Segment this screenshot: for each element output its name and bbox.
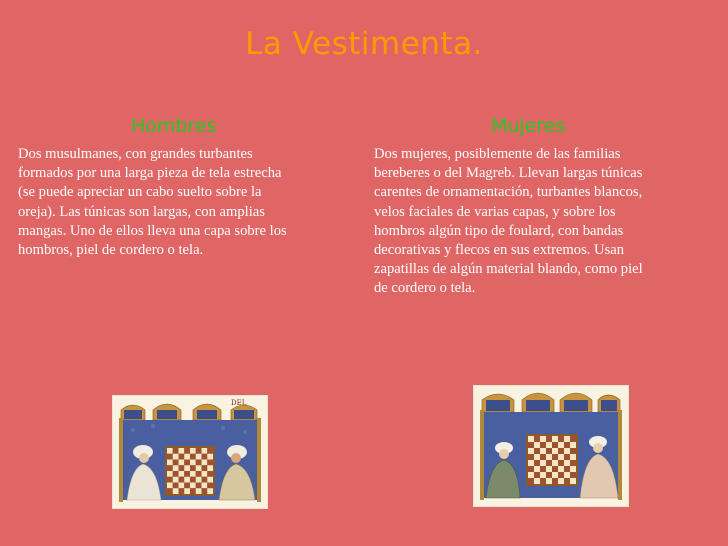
heading-mujeres: Mujeres — [491, 115, 566, 137]
image-caption: DEL — [231, 399, 247, 407]
text-line: decorativas y flecos en sus extremos. Usan — [374, 242, 625, 259]
text-line: hombros, piel de cordero o tela. — [18, 242, 204, 259]
text-line: bereberes o del Magreb. Llevan largas túnicas — [374, 165, 643, 182]
illustration-women-chess — [474, 386, 628, 506]
chess-miniature-women — [474, 386, 628, 506]
heading-hombres: Hombres — [131, 115, 217, 137]
text-mujeres — [374, 145, 714, 299]
chess-miniature-men — [113, 396, 267, 508]
text-line: hombros algún tipo de foulard, con bandas — [374, 222, 624, 239]
text-line: Dos mujeres, posiblemente de las familias — [374, 146, 621, 162]
illustration-men-chess — [113, 396, 267, 508]
text-hombres — [18, 145, 348, 260]
text-line: Dos musulmanes, con grandes turbantes — [18, 146, 253, 162]
text-line: oreja). Las túnicas son largas, con amplias — [18, 203, 265, 220]
slide-title: La Vestimenta. — [245, 26, 483, 62]
text-line: formados por una larga pieza de tela estrecha — [18, 165, 282, 182]
text-line: zapatillas de algún material blando, como piel — [374, 261, 643, 278]
text-line: de cordero o tela. — [374, 280, 476, 297]
text-line: carentes de ornamentación, turbantes blancos, — [374, 184, 643, 201]
text-line: velos faciales de varias capas, y sobre los — [374, 203, 616, 220]
text-line: (se puede apreciar un cabo suelto sobre la — [18, 184, 262, 201]
text-line: mangas. Uno de ellos lleva una capa sobre los — [18, 222, 287, 239]
